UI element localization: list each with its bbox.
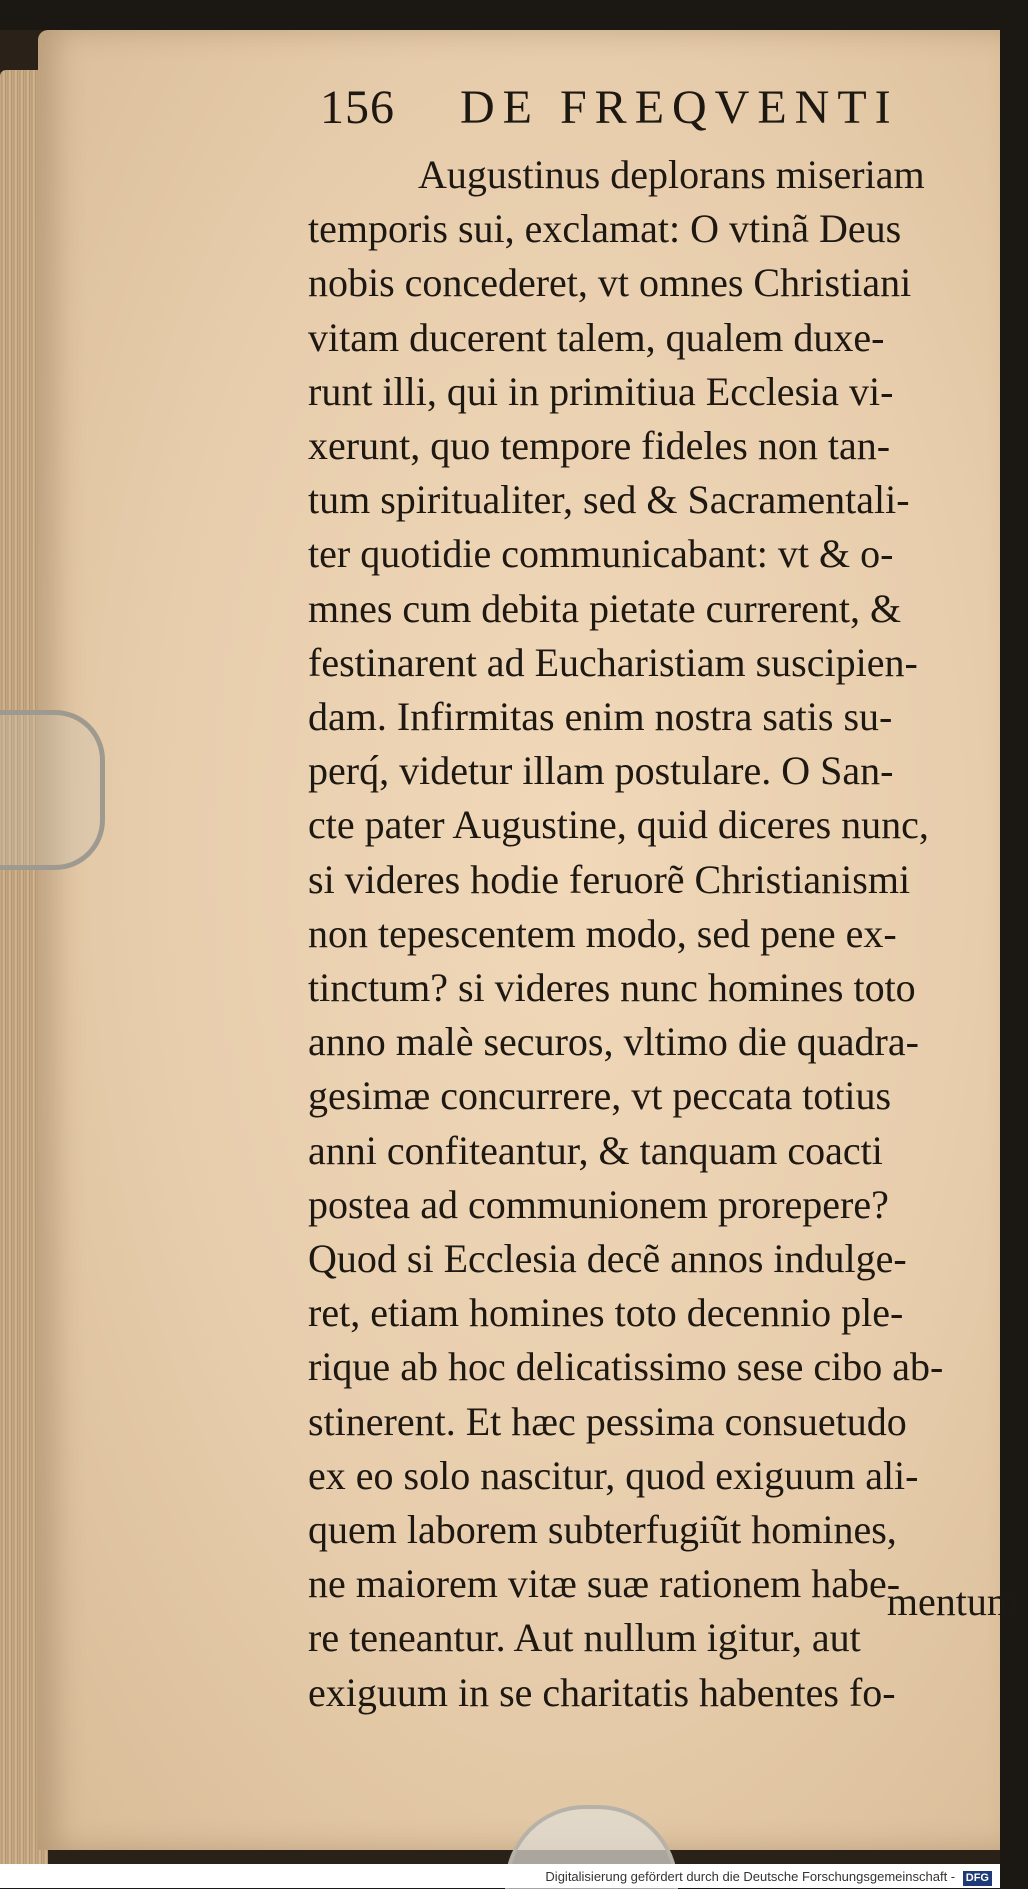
dfg-logo-icon: DFG [963,1871,992,1886]
text-line: gesimæ concurrere, vt peccata totius [308,1073,892,1119]
text-line: si videres hodie feruorẽ Christianismi [308,856,911,902]
text-line: anni confiteantur, & tanquam coacti [308,1127,883,1173]
digitization-footer [0,1864,1000,1888]
text-line: runt illi, qui in primitiua Ecclesia vi- [308,368,894,414]
footer-credit: Digitalisierung gefördert durch die Deutsche Forschungsgemeinschaft - [545,1869,956,1884]
text-line: xerunt, quo tempore fideles non tan- [308,423,891,469]
text-line: ne maiorem vitæ suæ rationem habe- [308,1561,901,1607]
catchword: mentum [886,1579,1018,1624]
text-line: dam. Infirmitas enim nostra satis su- [308,694,893,740]
body-text [308,148,1028,1720]
text-line: perq́, videtur illam postulare. O San- [308,748,894,794]
text-line: mnes cum debita pietate currerent, & [308,585,902,631]
text-line: Quod si Ecclesia decẽ annos indulge- [308,1236,907,1282]
book-page [38,30,1018,1850]
text-line: festinarent ad Eucharistiam suscipien- [308,639,918,685]
text-line: tum spiritualiter, sed & Sacramentali- [308,477,910,523]
text-line: non tepescentem modo, sed pene ex- [308,910,897,956]
text-line: anno malè securos, vltimo die quadra- [308,1019,919,1065]
page-number: 156 [320,81,395,134]
text-line: quem laborem subterfugiũt homines, [308,1507,897,1553]
book-spread [0,30,1018,1868]
page-header [320,72,1000,142]
text-line: cte pater Augustine, quid diceres nunc, [308,802,929,848]
text-line: rique ab hoc delicatissimo sese cibo ab- [308,1344,944,1390]
text-line: stinerent. Et hæc pessima consuetudo [308,1398,907,1444]
text-line: ex eo solo nascitur, quod exiguum ali- [308,1452,919,1498]
text-line: ter quotidie communicabant: vt & o- [308,531,894,577]
text-line: vitam ducerent talem, qualem duxe- [308,314,885,360]
text-line: temporis sui, exclamat: O vtinã Deus [308,206,902,252]
page-clip [0,710,105,870]
text-line: re teneantur. Aut nullum igitur, aut [308,1615,861,1661]
text-line: ret, etiam homines toto decennio ple- [308,1290,904,1336]
running-title: DE FREQVENTI [460,81,899,134]
text-line: nobis concederet, vt omnes Christiani [308,260,912,306]
text-line: Augustinus deplorans miseriam [418,152,925,197]
text-line: exiguum in se charitatis habentes fo- [308,1669,896,1715]
text-line: postea ad communionem prorepere? [308,1181,889,1227]
text-line: tinctum? si videres nunc homines toto [308,965,916,1011]
